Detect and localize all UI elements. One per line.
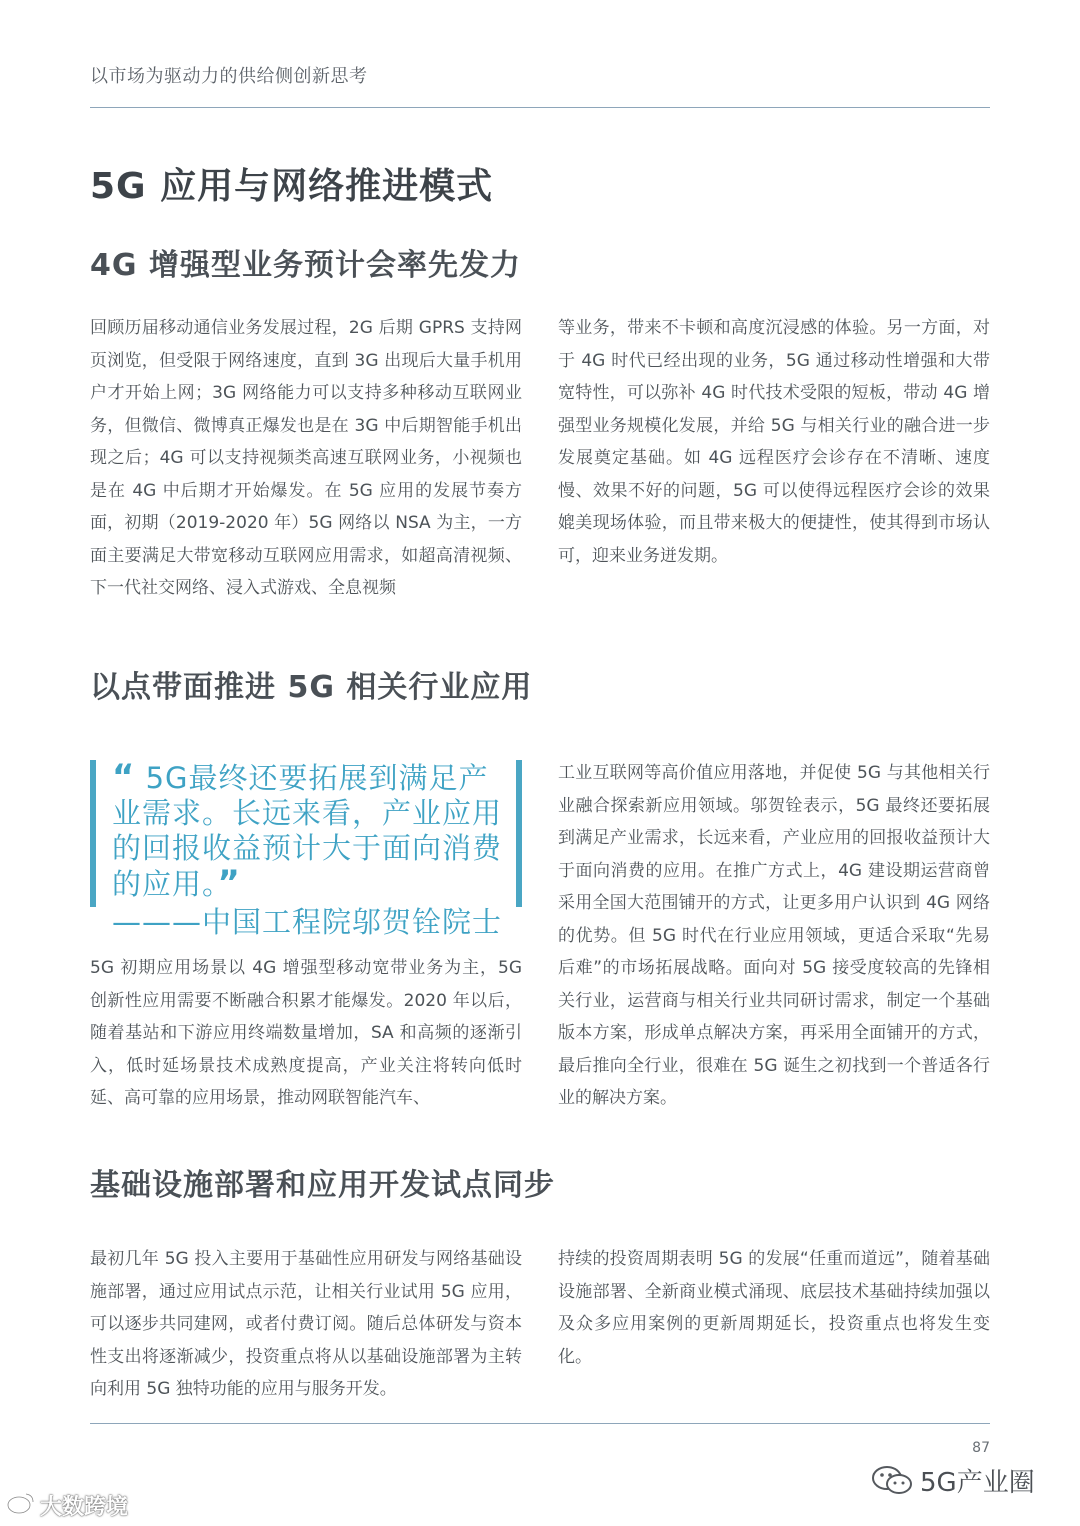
watermark-text: 5G产业圈 [920,1468,1035,1498]
section-heading-3: 基础设施部署和应用开发试点同步 [90,1168,555,1203]
section-3-right-column: 持续的投资周期表明 5G 的发展“任重而道远”，随着基础设施部署、全新商业模式涌现、底层技术基础持续加强以及众多应用案例的更新周期延长，投资重点也将发生变化。 [558,1249,990,1367]
corner-watermark [6,1490,128,1521]
close-quote-mark: ” [217,863,241,903]
pull-quote-text-block [112,757,516,903]
weibo-icon [6,1491,36,1521]
pull-quote [90,757,522,939]
section-1-left-column: 回顾历届移动通信业务发展过程，2G 后期 GPRS 支持网页浏览，但受限于网络速度，直到 3G 出现后大量手机用户才开始上网；3G 网络能力可以支持多种移动互联网业务，但微信、微博真正爆发也是在 3G 中后期智能手机出现之后；4G 可以支持视频类高速互联网业务，小视频也是在 4G 中后期才开始爆发。在 5G 应用的发展节奏方面，初期（2019-2020 年）5G 网络以 NSA 为主，一方面主要满足大带宽移动互联网应用需求，如超高清视频、下一代社交网络、浸入式游戏、全息视频 [90,318,522,598]
section-heading-1: 4G 增强型业务预计会率先发力 [90,248,521,283]
section-2-right-column: 工业互联网等高价值应用落地，并促使 5G 与其他相关行业融合探索新应用领域。邬贺铨表示，5G 最终还要拓展到满足产业需求，长远来看，产业应用的回报收益预计大于面向消费的应用。在推广方式上，4G 建设期运营商曾采用全国大范围铺开的方式，让更多用户认识到 4G 网络的优势。但 5G 时代在行业应用领域，更适合采取“先易后难”的市场拓展战略。面向对 5G 接受度较高的先锋相关行业，运营商与相关行业共同研讨需求，制定一个基础版本方案，形成单点解决方案，再采用全面铺开的方式，最后推向全行业，很难在 5G 诞生之初找到一个普适各行业的解决方案。 [558,763,990,1108]
page-number: 87 [972,1440,990,1456]
section-3-left-column: 最初几年 5G 投入主要用于基础性应用研发与网络基础设施部署，通过应用试点示范，让相关行业试用 5G 应用，可以逐步共同建网，或者付费订阅。随后总体研发与资本性支出将逐渐减少，投资重点将从以基础设施部署为主转向利用 5G 独特功能的应用与服务开发。 [90,1249,522,1399]
wechat-watermark [870,1462,1035,1499]
corner-watermark-text: 大数跨境 [40,1495,129,1520]
header-divider [90,107,990,108]
page-title: 5G 应用与网络推进模式 [90,166,494,207]
open-quote-mark: “ [112,757,136,797]
section-1-right-column: 等业务，带来不卡顿和高度沉浸感的体验。另一方面，对于 4G 时代已经出现的业务，5G 通过移动性增强和大带宽特性，可以弥补 4G 时代技术受限的短板，带动 4G 增强型业务规模化发展，并给 5G 与相关行业的融合进一步发展奠定基础。如 4G 远程医疗会诊存在不清晰、速度慢、效果不好的问题，5G 可以使得远程医疗会诊的效果媲美现场体验，而且带来极大的便捷性，使其得到市场认可，迎来业务迸发期。 [558,318,990,566]
section-heading-2: 以点带面推进 5G 相关行业应用 [90,670,533,705]
section-2-left-column: 5G 初期应用场景以 4G 增强型移动宽带业务为主，5G 创新性应用需要不断融合积累才能爆发。2020 年以后，随着基站和下游应用终端数量增加，SA 和高频的逐渐引入，低时延场景技术成熟度提高，产业关注将转向低时延、高可靠的应用场景，推动网联智能汽车、 [90,958,522,1108]
running-header: 以市场为驱动力的供给侧创新思考 [90,66,368,87]
pull-quote-text: 5G最终还要拓展到满足产业需求。长远来看，产业应用的回报收益预计大于面向消费的应用。 [112,761,503,901]
wechat-icon [870,1463,914,1499]
pull-quote-attribution: ———中国工程院邬贺铨院士 [112,905,503,939]
footer-divider [90,1423,990,1424]
